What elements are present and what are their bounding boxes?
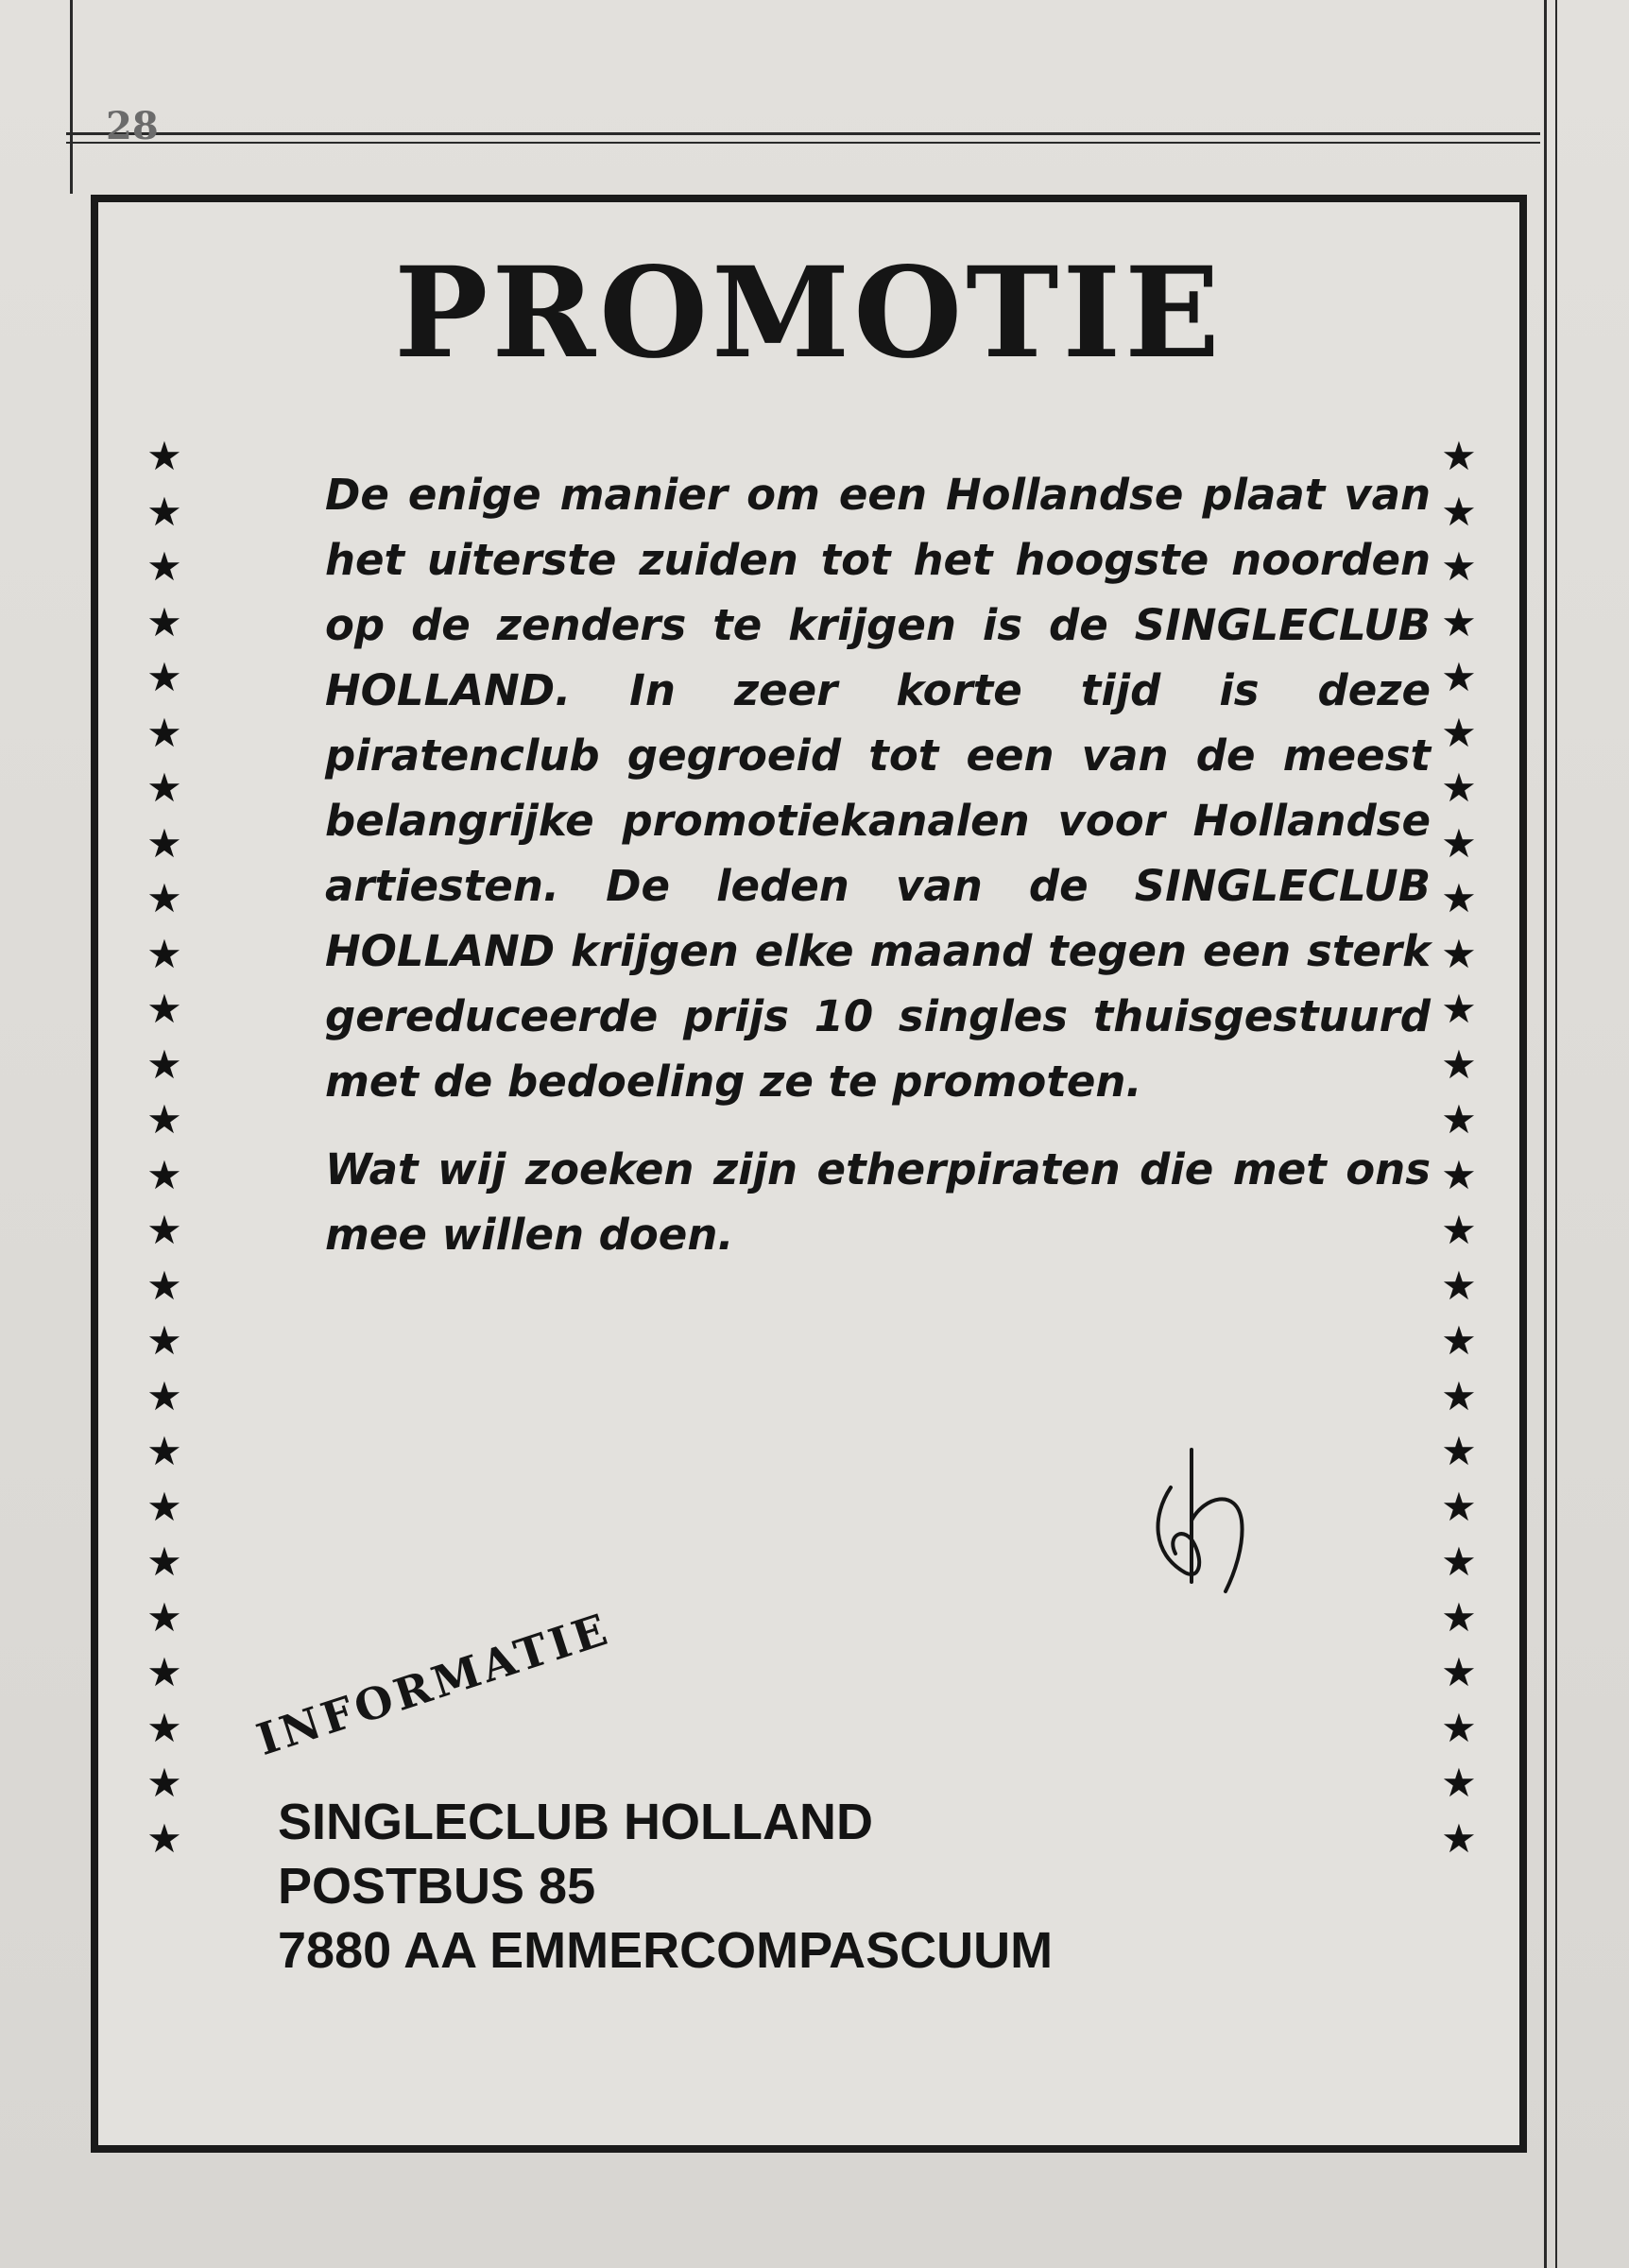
star-icon: ★ bbox=[1441, 1483, 1477, 1530]
header-rule-bottom bbox=[66, 142, 1540, 144]
ad-title: PROMOTIE bbox=[394, 240, 1224, 387]
star-icon: ★ bbox=[146, 1538, 182, 1585]
ad-paragraph-call: Wat wij zoeken zijn etherpiraten die met ons mee willen doen. bbox=[325, 1144, 1431, 1260]
star-icon: ★ bbox=[146, 1151, 182, 1198]
star-icon: ★ bbox=[1441, 1040, 1477, 1088]
star-icon: ★ bbox=[1441, 1814, 1477, 1862]
star-icon: ★ bbox=[1441, 543, 1477, 590]
star-icon: ★ bbox=[1441, 1151, 1477, 1198]
header-rule-top bbox=[66, 132, 1540, 135]
star-icon: ★ bbox=[1441, 1262, 1477, 1309]
page-rule-right-outer bbox=[1555, 0, 1557, 2268]
promotie-advertisement bbox=[91, 195, 1527, 2153]
star-icon: ★ bbox=[146, 765, 182, 811]
star-icon: ★ bbox=[146, 1040, 182, 1088]
star-icon: ★ bbox=[146, 1760, 182, 1806]
star-icon: ★ bbox=[1441, 986, 1477, 1032]
star-icon: ★ bbox=[146, 819, 182, 867]
star-icon: ★ bbox=[146, 1372, 182, 1419]
star-icon: ★ bbox=[146, 1649, 182, 1695]
page-number: 28 bbox=[106, 104, 159, 148]
page-rule-right bbox=[1544, 0, 1547, 2268]
star-icon: ★ bbox=[1441, 433, 1477, 479]
star-icon: ★ bbox=[146, 930, 182, 977]
signature-logo-icon bbox=[1133, 1431, 1265, 1601]
star-icon: ★ bbox=[1441, 1207, 1477, 1253]
star-icon: ★ bbox=[146, 875, 182, 921]
star-icon: ★ bbox=[1441, 1538, 1477, 1585]
star-icon: ★ bbox=[146, 654, 182, 700]
star-icon: ★ bbox=[1441, 765, 1477, 811]
star-icon: ★ bbox=[1441, 1096, 1477, 1143]
star-icon: ★ bbox=[146, 1814, 182, 1862]
star-icon: ★ bbox=[1441, 709, 1477, 756]
star-icon: ★ bbox=[1441, 1593, 1477, 1641]
star-icon: ★ bbox=[146, 1262, 182, 1309]
star-icon: ★ bbox=[1441, 1372, 1477, 1419]
star-icon: ★ bbox=[146, 986, 182, 1032]
ad-paragraph-main: De enige manier om een Hollandse plaat van het uiterste zuiden tot het hoogste noorden op de zenders te krijgen is de SINGLECLUB HOLLAND. In zeer korte tijd is deze piratenclub gegroeid tot een van de meest belangrijke promotiekanalen voor Hollandse artiesten. De leden van de SINGLECLUB HOLLAND krijgen elke maand tegen een sterk gereduceerde prijs 10 singles thuisgestuurd met de bedoeling ze te promoten. bbox=[325, 470, 1431, 1107]
star-icon: ★ bbox=[146, 709, 182, 756]
star-icon: ★ bbox=[146, 1593, 182, 1641]
star-icon: ★ bbox=[1441, 875, 1477, 921]
star-icon: ★ bbox=[1441, 598, 1477, 645]
address-line-postbus: POSTBUS 85 bbox=[278, 1858, 596, 1915]
star-icon: ★ bbox=[146, 1483, 182, 1530]
star-icon: ★ bbox=[1441, 1649, 1477, 1695]
star-icon: ★ bbox=[1441, 654, 1477, 700]
ad-body-text bbox=[325, 462, 1431, 1267]
star-icon: ★ bbox=[146, 1428, 182, 1474]
star-icon: ★ bbox=[1441, 1760, 1477, 1806]
star-icon: ★ bbox=[1441, 1704, 1477, 1751]
address-line-city: 7880 AA EMMERCOMPASCUUM bbox=[278, 1922, 1054, 1979]
star-icon: ★ bbox=[146, 1207, 182, 1253]
star-icon: ★ bbox=[146, 1704, 182, 1751]
contact-address bbox=[278, 1790, 1053, 1983]
star-icon: ★ bbox=[146, 598, 182, 645]
star-icon: ★ bbox=[146, 543, 182, 590]
star-icon: ★ bbox=[1441, 819, 1477, 867]
star-icon: ★ bbox=[146, 433, 182, 479]
star-icon: ★ bbox=[146, 1317, 182, 1364]
star-border-right bbox=[1431, 429, 1487, 1866]
star-icon: ★ bbox=[1441, 1428, 1477, 1474]
star-icon: ★ bbox=[1441, 930, 1477, 977]
star-border-left bbox=[136, 429, 193, 1866]
star-icon: ★ bbox=[146, 488, 182, 535]
star-icon: ★ bbox=[1441, 1317, 1477, 1364]
address-line-name: SINGLECLUB HOLLAND bbox=[278, 1794, 873, 1850]
star-icon: ★ bbox=[146, 1096, 182, 1143]
informatie-label: INFORMATIE bbox=[250, 1603, 617, 1765]
page-rule-left bbox=[70, 0, 73, 194]
star-icon: ★ bbox=[1441, 488, 1477, 535]
